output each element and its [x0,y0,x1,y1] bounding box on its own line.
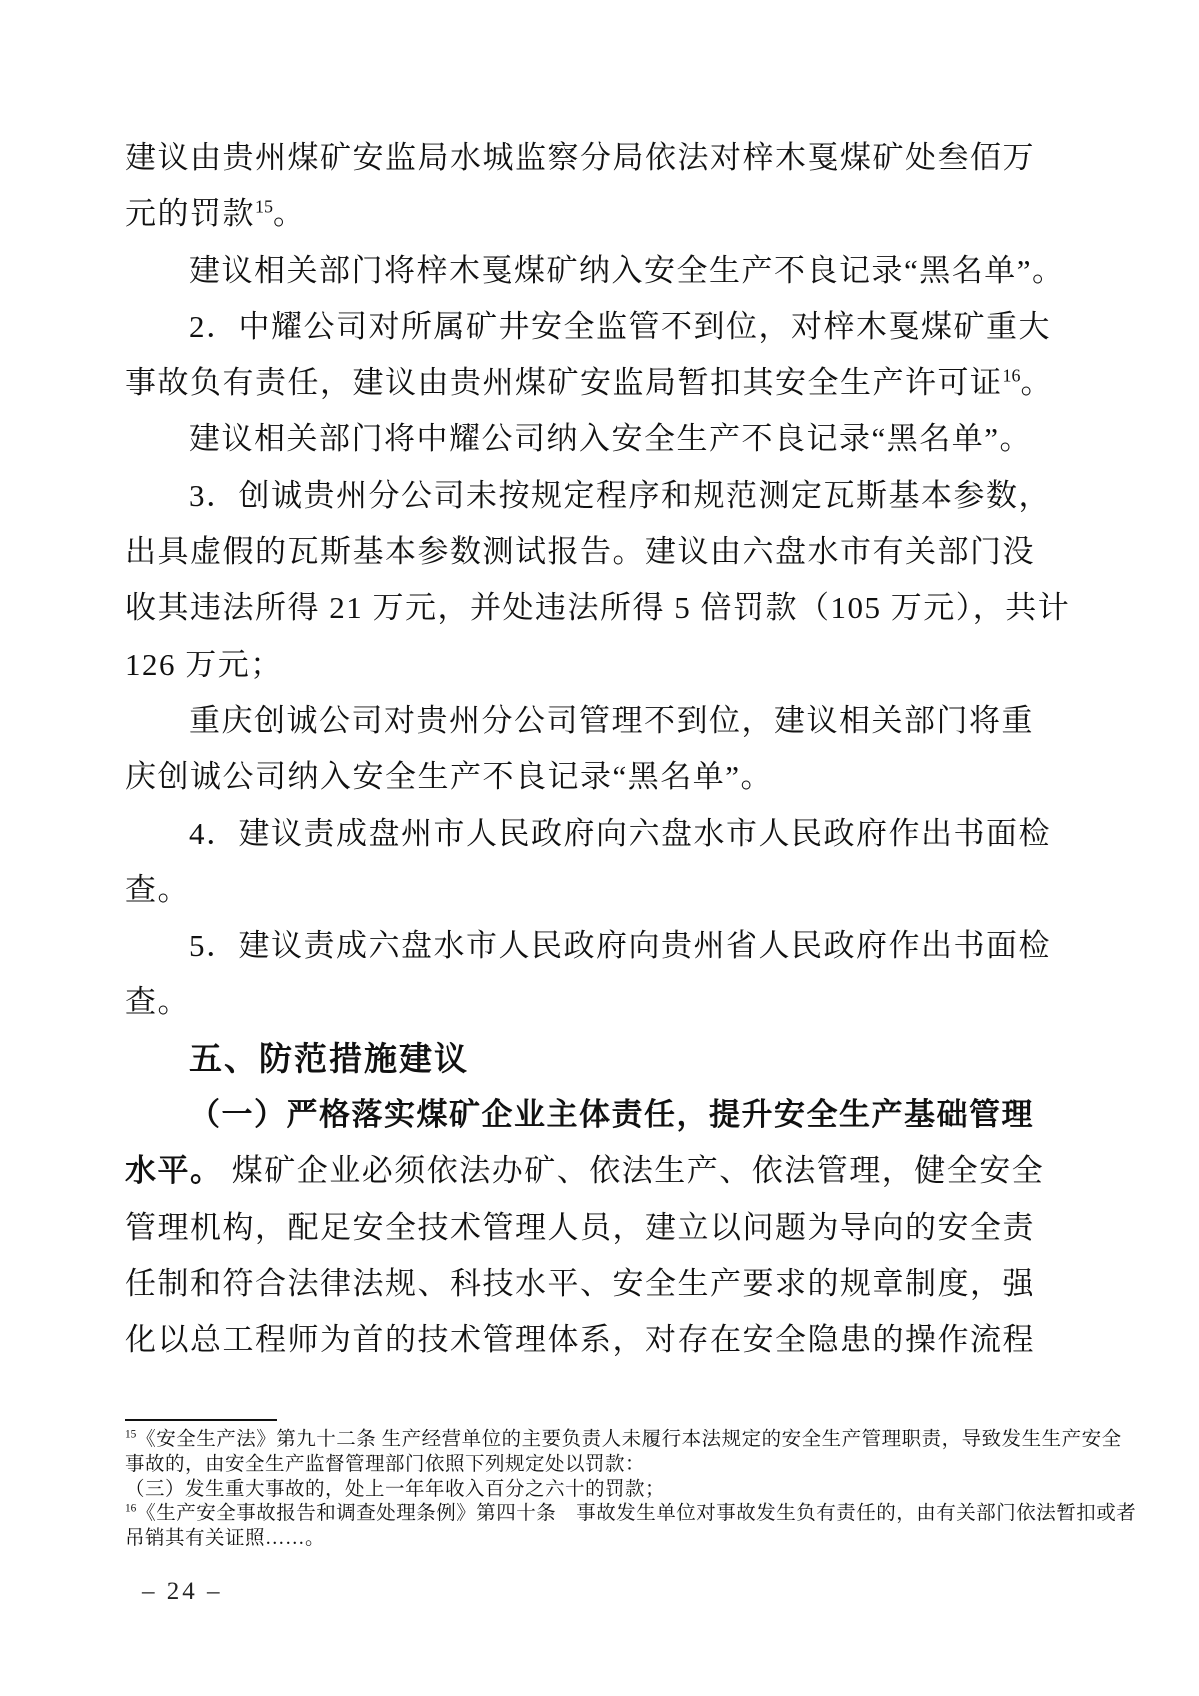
footnotes [125,1428,1137,1552]
text-line [125,580,1077,636]
footnote-reference: 15 [255,196,273,217]
text-segment: 《安全生产法》第九十二条 生产经营单位的主要负责人未履行本法规定的安全生产管理职责，导致发生生产安全 [136,1429,1122,1450]
text-segment: 化以总工程师为首的技术管理体系，对存在安全隐患的操作流程 [125,1322,1035,1358]
text-line [125,355,1077,411]
text-segment: 吊销其有关证照……。 [125,1528,326,1550]
text-segment: 查。 [125,984,190,1020]
text-line [125,1200,1077,1256]
text-segment: 事故负有责任，建议由贵州煤矿安监局暂扣其安全生产许可证 [125,365,1003,401]
footnote-reference: 16 [1002,365,1021,386]
text-segment: 元的罚款 [125,196,255,232]
text-segment: 2．中耀公司对所属矿井安全监管不到位，对梓木戛煤矿重大 [189,308,1051,344]
text-segment: 。 [1020,365,1053,401]
text-line [125,1031,1077,1087]
text-segment: 《生产安全事故报告和调查处理条例》第四十条 事故发生单位对事故发生负有责任的，由有关部门依法暂扣或者 [136,1503,1137,1525]
text-line [125,637,1077,693]
footnote-line [125,1453,1085,1478]
text-segment: 4．建议责成盘州市人民政府向六盘水市人民政府作出书面检 [189,815,1051,851]
text-segment: 出具虚假的瓦斯基本参数测试报告。建议由六盘水市有关部门没 [125,534,1035,570]
footnote-line [125,1527,1085,1552]
text-line [125,1143,1077,1199]
text-line [125,806,1077,862]
footnote-line [125,1502,1137,1527]
text-line [125,130,1077,186]
text-segment: 3．创诚贵州分公司未按规定程序和规范测定瓦斯基本参数， [189,477,1051,513]
text-segment: 查。 [125,871,190,907]
text-line [125,299,1077,355]
text-segment: 庆创诚公司纳入安全生产不良记录“黑名单”。 [125,759,774,795]
text-segment: 5．建议责成六盘水市人民政府向贵州省人民政府作出书面检 [189,928,1051,964]
text-segment: 126 万元； [125,646,283,682]
text-line [125,918,1077,974]
footnote-line [125,1478,1085,1503]
text-segment: 任制和符合法律法规、科技水平、安全生产要求的规章制度，强 [125,1265,1035,1301]
text-line [125,1087,1077,1143]
footnote-separator [125,1419,277,1421]
text-line [125,186,1077,242]
text-line [125,524,1077,580]
text-line [125,1256,1077,1312]
text-segment: 煤矿企业必须依法办矿、依法生产、依法管理，健全安全 [222,1153,1045,1189]
text-segment: 五、防范措施建议 [189,1039,469,1077]
text-segment: 收其违法所得 21 万元，并处违法所得 5 倍罚款（105 万元），共计 [125,590,1071,626]
text-segment: 水平。 [125,1153,223,1189]
text-segment: 建议相关部门将中耀公司纳入安全生产不良记录“黑名单”。 [189,421,1033,457]
text-segment: 建议由贵州煤矿安监局水城监察分局依法对梓木戛煤矿处叁佰万 [125,140,1035,175]
text-line [125,243,1077,299]
text-line [125,468,1077,524]
text-line [125,974,1077,1030]
page-number: – 24 – [142,1578,223,1605]
footnote-reference: 16 [125,1502,137,1515]
text-segment: 。 [272,196,306,232]
body-text [125,130,1077,1369]
text-line [125,862,1077,918]
footnote-reference: 15 [125,1428,137,1441]
text-segment: （三）发生重大事故的，处上一年年收入百分之六十的罚款； [125,1478,666,1500]
text-segment: 管理机构，配足安全技术管理人员，建立以问题为导向的安全责 [125,1209,1035,1245]
text-segment: 事故的，由安全生产监督管理部门依照下列规定处以罚款： [125,1453,646,1475]
footnote-line [125,1428,1122,1453]
text-segment: 建议相关部门将梓木戛煤矿纳入安全生产不良记录“黑名单”。 [189,252,1065,288]
text-line [125,411,1077,467]
text-line [125,749,1077,805]
text-segment: 重庆创诚公司对贵州分公司管理不到位，建议相关部门将重 [189,702,1034,738]
text-line [125,1312,1077,1368]
text-segment: （一）严格落实煤矿企业主体责任，提升安全生产基础管理 [189,1097,1034,1133]
text-line [125,693,1077,749]
